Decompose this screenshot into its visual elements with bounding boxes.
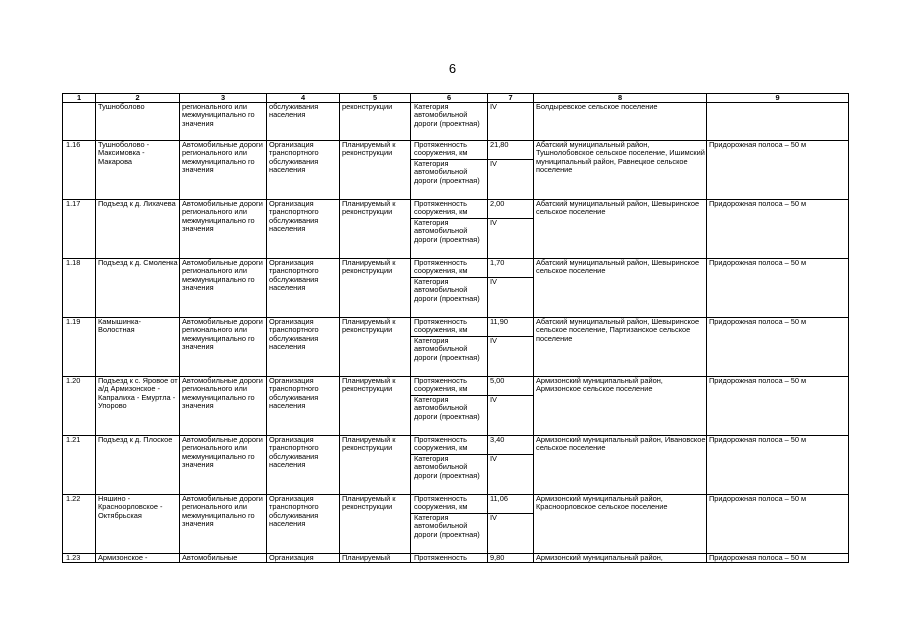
table-row (63, 495, 849, 514)
cell-zone: Придорожная полоса – 50 м (707, 554, 849, 563)
cell-type: Автомобильные дороги регионального или межмуниципально го значения (180, 141, 267, 200)
cell-purpose: Организация транспортного обслуживания населения (267, 200, 340, 259)
cell-name: Подъезд к д. Смоленка (96, 259, 180, 318)
cell-num: 1.18 (63, 259, 96, 318)
cell-param: Протяженность сооружения, км (411, 318, 488, 337)
page-number: 6 (448, 61, 457, 76)
cell-value: 3,40 (488, 436, 534, 455)
table-row (63, 318, 849, 337)
cell-purpose: Организация транспортного обслуживания населения (267, 318, 340, 377)
cell-name: Подъезд к д. Плоское (96, 436, 180, 495)
cell-name: Тушноболово (96, 103, 180, 141)
cell-location: Абатский муниципальный район, Тушнолобовское сельское поселение, Ишимский муниципальный район, Равнецкое сельское поселение (534, 141, 707, 200)
cell-type: Автомобильные дороги регионального или межмуниципально го значения (180, 495, 267, 554)
cell-param: Категория автомобильной дороги (проектная) (411, 455, 488, 495)
cell-name: Подъезд к с. Яровое от а/д Армизонское - Капралиха - Емуртла - Упорово (96, 377, 180, 436)
cell-location: Абатский муниципальный район, Шевыринское сельское поселение (534, 259, 707, 318)
table-row (63, 103, 849, 141)
cell-type: Автомобильные дороги регионального или межмуниципально го значения (180, 318, 267, 377)
cell-param: Категория автомобильной дороги (проектная) (411, 219, 488, 259)
cell-param: Категория автомобильной дороги (проектная) (411, 103, 488, 141)
cell-zone (707, 103, 849, 141)
cell-value: 11,06 (488, 495, 534, 514)
cell-status: реконструкции (340, 103, 411, 141)
cell-param: Категория автомобильной дороги (проектная) (411, 514, 488, 554)
cell-num: 1.23 (63, 554, 96, 563)
cell-value: IV (488, 278, 534, 318)
column-header: 3 (180, 94, 267, 103)
cell-status: Планируемый к реконструкции (340, 495, 411, 554)
cell-param: Протяженность (411, 554, 488, 563)
cell-value: IV (488, 103, 534, 141)
header-row (63, 94, 849, 103)
cell-zone: Придорожная полоса – 50 м (707, 141, 849, 200)
cell-purpose: Организация (267, 554, 340, 563)
column-header: 8 (534, 94, 707, 103)
cell-param: Протяженность сооружения, км (411, 495, 488, 514)
cell-type: Автомобильные дороги регионального или межмуниципально го значения (180, 377, 267, 436)
cell-value: IV (488, 514, 534, 554)
cell-purpose: Организация транспортного обслуживания населения (267, 436, 340, 495)
cell-name: Тушноболово - Максимовка - Макарова (96, 141, 180, 200)
column-header: 1 (63, 94, 96, 103)
table-row (63, 436, 849, 455)
table-row (63, 554, 849, 563)
cell-param: Протяженность сооружения, км (411, 436, 488, 455)
cell-type: Автомобильные (180, 554, 267, 563)
cell-location: Армизонский муниципальный район, Ивановское сельское поселение (534, 436, 707, 495)
cell-param: Категория автомобильной дороги (проектная) (411, 278, 488, 318)
cell-value: 11,90 (488, 318, 534, 337)
cell-status: Планируемый к реконструкции (340, 318, 411, 377)
cell-zone: Придорожная полоса – 50 м (707, 436, 849, 495)
cell-status: Планируемый к реконструкции (340, 436, 411, 495)
cell-value: 2,00 (488, 200, 534, 219)
cell-zone: Придорожная полоса – 50 м (707, 377, 849, 436)
column-header: 4 (267, 94, 340, 103)
cell-type: Автомобильные дороги регионального или межмуниципально го значения (180, 436, 267, 495)
cell-location: Абатский муниципальный район, Шевыринское сельское поселение (534, 200, 707, 259)
table-row (63, 259, 849, 278)
cell-value: IV (488, 396, 534, 436)
cell-status: Планируемый к реконструкции (340, 259, 411, 318)
cell-type: Автомобильные дороги регионального или межмуниципально го значения (180, 200, 267, 259)
cell-name: Няшино - Красноорловское - Октябрьская (96, 495, 180, 554)
cell-num: 1.19 (63, 318, 96, 377)
cell-num: 1.22 (63, 495, 96, 554)
cell-type: Автомобильные дороги регионального или межмуниципально го значения (180, 259, 267, 318)
cell-value: 5,00 (488, 377, 534, 396)
cell-location: Армизонский муниципальный район, Армизонское сельское поселение (534, 377, 707, 436)
cell-name: Камышинка- Волостная (96, 318, 180, 377)
cell-location: Армизонский муниципальный район, (534, 554, 707, 563)
cell-purpose: обслуживания населения (267, 103, 340, 141)
cell-location: Армизонский муниципальный район, Красноорловское сельское поселение (534, 495, 707, 554)
cell-location: Болдыревское сельское поселение (534, 103, 707, 141)
cell-status: Планируемый к реконструкции (340, 377, 411, 436)
cell-value: IV (488, 160, 534, 200)
cell-value: IV (488, 219, 534, 259)
cell-num: 1.17 (63, 200, 96, 259)
road-table (62, 93, 849, 563)
cell-name: Подъезд к д. Лихачева (96, 200, 180, 259)
column-header: 2 (96, 94, 180, 103)
column-header: 9 (707, 94, 849, 103)
cell-type: регионального или межмуниципально го значения (180, 103, 267, 141)
cell-num: 1.20 (63, 377, 96, 436)
cell-param: Протяженность сооружения, км (411, 377, 488, 396)
column-header: 6 (411, 94, 488, 103)
cell-name: Армизонское - (96, 554, 180, 563)
cell-location: Абатский муниципальный район, Шевыринское сельское поселение, Партизанское сельское поселение (534, 318, 707, 377)
cell-param: Протяженность сооружения, км (411, 141, 488, 160)
cell-num: 1.21 (63, 436, 96, 495)
cell-zone: Придорожная полоса – 50 м (707, 495, 849, 554)
cell-param: Категория автомобильной дороги (проектная) (411, 337, 488, 377)
cell-zone: Придорожная полоса – 50 м (707, 200, 849, 259)
column-header: 7 (488, 94, 534, 103)
cell-value: 1,70 (488, 259, 534, 278)
cell-purpose: Организация транспортного обслуживания населения (267, 259, 340, 318)
cell-zone: Придорожная полоса – 50 м (707, 259, 849, 318)
cell-value: 9,80 (488, 554, 534, 563)
cell-param: Категория автомобильной дороги (проектная) (411, 396, 488, 436)
cell-value: IV (488, 455, 534, 495)
table-row (63, 200, 849, 219)
cell-value: 21,80 (488, 141, 534, 160)
cell-param: Протяженность сооружения, км (411, 200, 488, 219)
cell-purpose: Организация транспортного обслуживания населения (267, 377, 340, 436)
cell-num (63, 103, 96, 141)
column-header: 5 (340, 94, 411, 103)
table-row (63, 377, 849, 396)
cell-value: IV (488, 337, 534, 377)
cell-purpose: Организация транспортного обслуживания населения (267, 495, 340, 554)
cell-status: Планируемый (340, 554, 411, 563)
cell-param: Категория автомобильной дороги (проектная) (411, 160, 488, 200)
cell-purpose: Организация транспортного обслуживания населения (267, 141, 340, 200)
cell-status: Планируемый к реконструкции (340, 200, 411, 259)
cell-param: Протяженность сооружения, км (411, 259, 488, 278)
table-row (63, 141, 849, 160)
cell-num: 1.16 (63, 141, 96, 200)
cell-zone: Придорожная полоса – 50 м (707, 318, 849, 377)
cell-status: Планируемый к реконструкции (340, 141, 411, 200)
